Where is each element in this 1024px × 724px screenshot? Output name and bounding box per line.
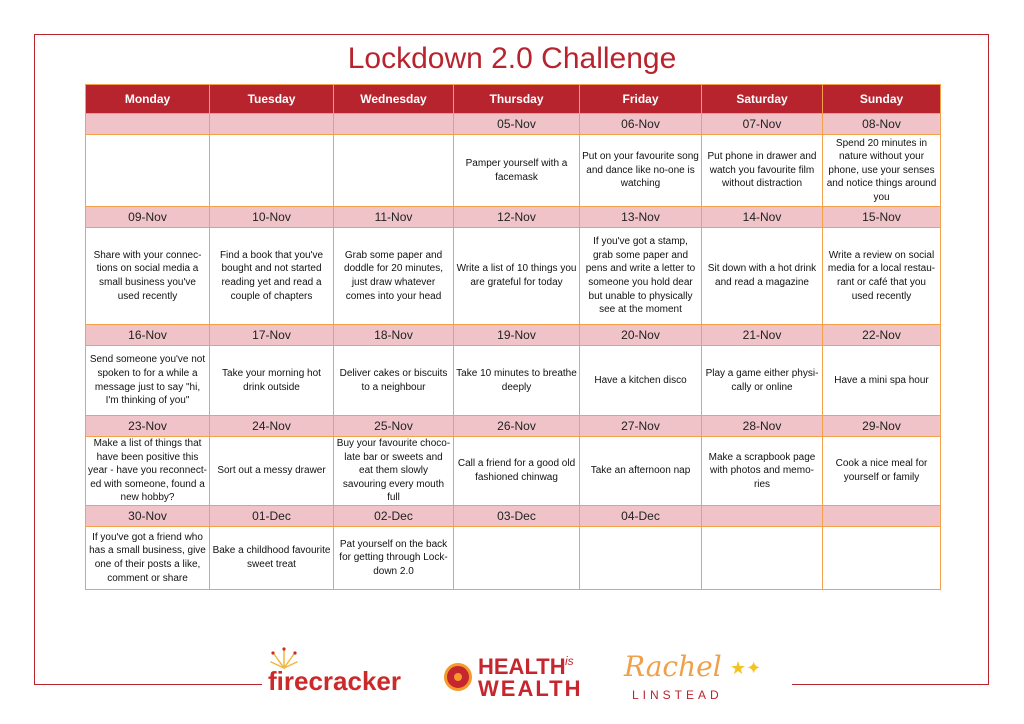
activity-cell	[334, 135, 454, 207]
activity-cell: Pamper yourself with a facemask	[454, 135, 580, 207]
date-cell: 13-Nov	[580, 207, 702, 228]
activity-cell: Share with your connec-tions on social media a small business you've used recently	[86, 228, 210, 325]
activity-cell: Put on your favourite song and dance like no-one is watching	[580, 135, 702, 207]
challenge-calendar	[85, 84, 941, 590]
date-cell: 29-Nov	[823, 416, 941, 437]
activity-cell: Play a game either physi-cally or online	[702, 346, 823, 416]
date-row	[86, 505, 941, 526]
firecracker-logo	[268, 646, 413, 704]
date-cell	[210, 114, 334, 135]
day-header: Friday	[580, 85, 702, 114]
day-header: Monday	[86, 85, 210, 114]
date-cell: 28-Nov	[702, 416, 823, 437]
activity-cell: Pat yourself on the back for getting through Lock-down 2.0	[334, 526, 454, 589]
date-cell: 24-Nov	[210, 416, 334, 437]
day-header: Sunday	[823, 85, 941, 114]
activity-cell: Sort out a messy drawer	[210, 437, 334, 506]
date-cell: 20-Nov	[580, 325, 702, 346]
activity-cell: Grab some paper and doddle for 20 minutes, just draw whatever comes into your head	[334, 228, 454, 325]
date-cell: 23-Nov	[86, 416, 210, 437]
date-cell: 16-Nov	[86, 325, 210, 346]
date-cell: 30-Nov	[86, 505, 210, 526]
firecracker-wordmark: firecracker	[268, 666, 401, 696]
activity-cell: Send someone you've not spoken to for a while a message just to say "hi, I'm thinking of you"	[86, 346, 210, 416]
rachel-script-wordmark: Rachel	[624, 650, 722, 683]
wealth-wordmark: WEALTH	[478, 676, 583, 701]
date-cell: 19-Nov	[454, 325, 580, 346]
activity-row	[86, 437, 941, 506]
day-header: Wednesday	[334, 85, 454, 114]
activity-cell	[86, 135, 210, 207]
activity-cell: Take 10 minutes to breathe deeply	[454, 346, 580, 416]
is-wordmark: is	[565, 654, 574, 668]
date-cell: 12-Nov	[454, 207, 580, 228]
date-cell: 04-Dec	[580, 505, 702, 526]
date-cell: 18-Nov	[334, 325, 454, 346]
activity-cell: If you've got a stamp, grab some paper and pens and write a letter to someone you hold dear but unable to physically see at the moment	[580, 228, 702, 325]
activity-row	[86, 135, 941, 207]
target-icon	[444, 663, 472, 691]
activity-cell: Have a kitchen disco	[580, 346, 702, 416]
activity-cell	[210, 135, 334, 207]
activity-row	[86, 228, 941, 325]
linstead-wordmark: LINSTEAD	[632, 688, 723, 702]
activity-cell: Deliver cakes or biscuits to a neighbour	[334, 346, 454, 416]
date-cell: 22-Nov	[823, 325, 941, 346]
date-cell: 25-Nov	[334, 416, 454, 437]
date-cell: 02-Dec	[334, 505, 454, 526]
date-cell	[823, 505, 941, 526]
activity-cell	[702, 526, 823, 589]
activity-row	[86, 346, 941, 416]
activity-cell	[454, 526, 580, 589]
activity-cell: Cook a nice meal for yourself or family	[823, 437, 941, 506]
activity-cell: Make a scrapbook page with photos and memo-ries	[702, 437, 823, 506]
activity-cell: Write a list of 10 things you are grateful for today	[454, 228, 580, 325]
date-row	[86, 207, 941, 228]
date-cell: 01-Dec	[210, 505, 334, 526]
date-cell: 21-Nov	[702, 325, 823, 346]
date-cell	[334, 114, 454, 135]
activity-cell: Find a book that you've bought and not started reading yet and read a couple of chapters	[210, 228, 334, 325]
date-cell: 15-Nov	[823, 207, 941, 228]
health-is-wealth-logo	[440, 652, 600, 704]
activity-cell: Take your morning hot drink outside	[210, 346, 334, 416]
stars-icon: ★✦	[730, 658, 762, 678]
date-row	[86, 114, 941, 135]
date-cell: 08-Nov	[823, 114, 941, 135]
day-header: Tuesday	[210, 85, 334, 114]
activity-cell	[823, 526, 941, 589]
date-cell: 17-Nov	[210, 325, 334, 346]
date-cell: 07-Nov	[702, 114, 823, 135]
activity-cell: If you've got a friend who has a small business, give one of their posts a like, comment or share	[86, 526, 210, 589]
date-cell: 26-Nov	[454, 416, 580, 437]
date-cell: 10-Nov	[210, 207, 334, 228]
date-cell: 03-Dec	[454, 505, 580, 526]
health-wordmark: HEALTH	[478, 654, 566, 679]
date-cell: 14-Nov	[702, 207, 823, 228]
rachel-linstead-logo	[620, 650, 760, 706]
date-cell	[86, 114, 210, 135]
activity-cell: Bake a childhood favourite sweet treat	[210, 526, 334, 589]
day-header-row	[86, 85, 941, 114]
date-cell: 09-Nov	[86, 207, 210, 228]
activity-cell: Write a review on social media for a local restau-rant or café that you used recently	[823, 228, 941, 325]
activity-cell: Call a friend for a good old fashioned chinwag	[454, 437, 580, 506]
activity-cell: Spend 20 minutes in nature without your phone, use your senses and notice things around you	[823, 135, 941, 207]
date-row	[86, 325, 941, 346]
activity-cell: Buy your favourite choco-late bar or sweets and eat them slowly savouring every mouth full	[334, 437, 454, 506]
date-cell: 06-Nov	[580, 114, 702, 135]
page-title: Lockdown 2.0 Challenge	[347, 42, 677, 75]
activity-cell: Make a list of things that have been positive this year - have you reconnect-ed with someone, found a new hobby?	[86, 437, 210, 506]
date-cell: 11-Nov	[334, 207, 454, 228]
date-cell	[702, 505, 823, 526]
activity-cell: Put phone in drawer and watch you favourite film without distraction	[702, 135, 823, 207]
date-cell: 27-Nov	[580, 416, 702, 437]
activity-cell: Take an afternoon nap	[580, 437, 702, 506]
activity-cell: Have a mini spa hour	[823, 346, 941, 416]
date-cell: 05-Nov	[454, 114, 580, 135]
date-row	[86, 416, 941, 437]
activity-cell	[580, 526, 702, 589]
day-header: Thursday	[454, 85, 580, 114]
day-header: Saturday	[702, 85, 823, 114]
activity-cell: Sit down with a hot drink and read a magazine	[702, 228, 823, 325]
activity-row	[86, 526, 941, 589]
